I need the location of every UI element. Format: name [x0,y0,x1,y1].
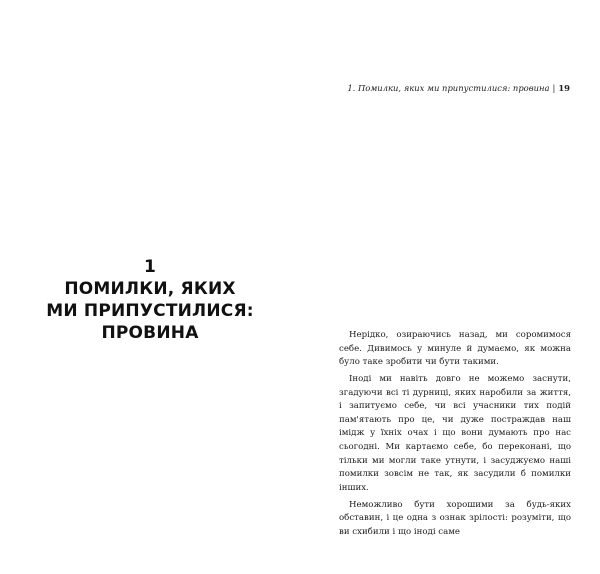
body-text [339,329,571,542]
running-head-title: 1. Помилки, яких ми припустилися: провина [347,83,550,93]
page-number: 19 [558,83,570,93]
chapter-heading [40,256,260,344]
running-head-separator: | [552,83,556,93]
chapter-number: 1 [143,257,157,277]
running-head [347,83,570,93]
chapter-title-line-1: ПОМИЛКИ, ЯКИХ [64,279,236,299]
chapter-title-line-2: МИ ПРИПУСТИЛИСЯ: [46,301,254,321]
paragraph-3: Неможливо бути хорошими за будь-яких обставин, і це одна з ознак зрілості: розуміти, що ви схибили і що іноді саме [339,499,571,537]
right-page [300,0,600,574]
chapter-title-line-3: ПРОВИНА [101,323,199,343]
paragraph-2: Іноді ми навіть довго не можемо заснути, згадуючи всі ті дурниці, яких наробили за життя, і запитуємо себе, чи всі учасники тих подій пам'ятають про це, чи дуже постраждав наш імідж у їхніх очах і що вони думають про нас сьогодні. Ми картаємо себе, бо переконані, що тільки ми могли таке утнути, і засуджуємо наші помилки зовсім не так, як засудили б помилки інших. [339,373,571,493]
paragraph-1: Нерідко, озираючись назад, ми соромимося себе. Дивимось у минуле й думаємо, як можна було таке зробити чи бути такими. [339,330,571,368]
